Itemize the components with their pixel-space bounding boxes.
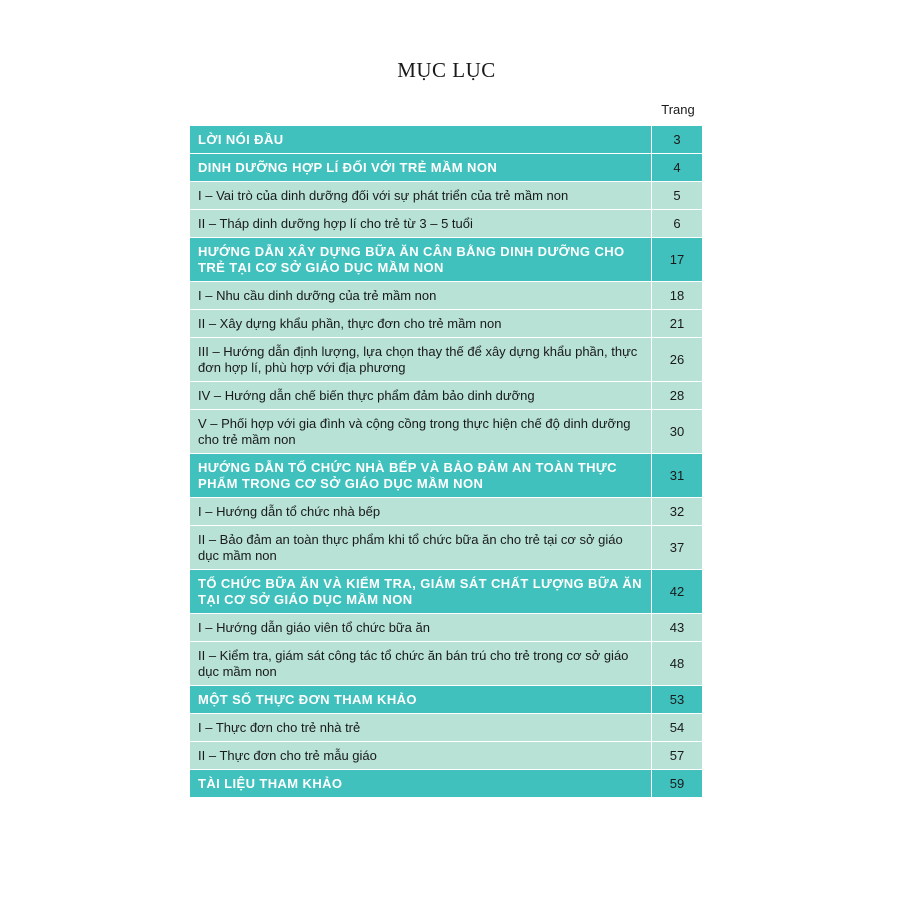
- toc-sub-row[interactable]: [190, 614, 703, 642]
- toc-sub-row[interactable]: [190, 642, 703, 686]
- toc-entry-title: HƯỚNG DẪN XÂY DỰNG BỮA ĂN CÂN BẰNG DINH DƯỠNG CHO TRẺ TẠI CƠ SỞ GIÁO DỤC MẦM NON: [190, 238, 652, 282]
- toc-entry-page: 3: [652, 126, 703, 154]
- toc-entry-title: I – Thực đơn cho trẻ nhà trẻ: [190, 714, 652, 742]
- toc-entry-title: LỜI NÓI ĐẦU: [190, 126, 652, 154]
- toc-heading-row[interactable]: [190, 686, 703, 714]
- toc-heading-row[interactable]: [190, 570, 703, 614]
- toc-entry-page: 4: [652, 154, 703, 182]
- toc-entry-page: 31: [652, 454, 703, 498]
- toc-entry-title: I – Nhu cầu dinh dưỡng của trẻ mầm non: [190, 282, 652, 310]
- toc-heading-row[interactable]: [190, 154, 703, 182]
- toc-entry-page: 32: [652, 498, 703, 526]
- toc-sub-row[interactable]: [190, 182, 703, 210]
- toc-entry-page: 17: [652, 238, 703, 282]
- toc-entry-page: 28: [652, 382, 703, 410]
- toc-sub-row[interactable]: [190, 526, 703, 570]
- toc-entry-page: 57: [652, 742, 703, 770]
- toc-heading-row[interactable]: [190, 238, 703, 282]
- toc-sub-row[interactable]: [190, 714, 703, 742]
- toc-entry-page: 26: [652, 338, 703, 382]
- toc-sub-row[interactable]: [190, 282, 703, 310]
- toc-entry-title: I – Vai trò của dinh dưỡng đối với sự phát triển của trẻ mầm non: [190, 182, 652, 210]
- toc-entry-title: II – Bảo đảm an toàn thực phẩm khi tổ chức bữa ăn cho trẻ tại cơ sở giáo dục mầm non: [190, 526, 652, 570]
- toc-sub-row[interactable]: [190, 382, 703, 410]
- toc-sub-row[interactable]: [190, 338, 703, 382]
- toc-sub-row[interactable]: [190, 210, 703, 238]
- toc-entry-title: I – Hướng dẫn giáo viên tổ chức bữa ăn: [190, 614, 652, 642]
- toc-sub-row[interactable]: [190, 498, 703, 526]
- toc-sub-row[interactable]: [190, 742, 703, 770]
- toc-entry-page: 18: [652, 282, 703, 310]
- toc-entry-page: 5: [652, 182, 703, 210]
- toc-entry-title: I – Hướng dẫn tổ chức nhà bếp: [190, 498, 652, 526]
- toc-table: [189, 125, 703, 798]
- toc-entry-title: II – Tháp dinh dưỡng hợp lí cho trẻ từ 3 – 5 tuổi: [190, 210, 652, 238]
- toc-sub-row[interactable]: [190, 410, 703, 454]
- page-title: MỤC LỤC: [397, 58, 496, 82]
- toc-entry-page: 42: [652, 570, 703, 614]
- toc-entry-title: V – Phối hợp với gia đình và cộng cồng trong thực hiện chế độ dinh dưỡng cho trẻ mầm non: [190, 410, 652, 454]
- toc-entry-title: TỔ CHỨC BỮA ĂN VÀ KIỂM TRA, GIÁM SÁT CHẤT LƯỢNG BỮA ĂN TẠI CƠ SỞ GIÁO DỤC MẦM NON: [190, 570, 652, 614]
- toc-entry-page: 43: [652, 614, 703, 642]
- toc-entry-page: 53: [652, 686, 703, 714]
- toc-sub-row[interactable]: [190, 310, 703, 338]
- toc-heading-row[interactable]: [190, 454, 703, 498]
- toc-entry-page: 54: [652, 714, 703, 742]
- toc-entry-title: DINH DƯỠNG HỢP LÍ ĐỐI VỚI TRẺ MẦM NON: [190, 154, 652, 182]
- page-column-label: Trang: [661, 102, 695, 117]
- toc-entry-page: 48: [652, 642, 703, 686]
- toc-entry-title: II – Thực đơn cho trẻ mẫu giáo: [190, 742, 652, 770]
- toc-entry-title: HƯỚNG DẪN TỔ CHỨC NHÀ BẾP VÀ BẢO ĐẢM AN TOÀN THỰC PHẨM TRONG CƠ SỞ GIÁO DỤC MẦM NON: [190, 454, 652, 498]
- toc-entry-title: III – Hướng dẫn định lượng, lựa chọn thay thế để xây dựng khẩu phần, thực đơn hợp lí, phù hợp với địa phương: [190, 338, 652, 382]
- toc-entry-page: 37: [652, 526, 703, 570]
- toc-entry-page: 21: [652, 310, 703, 338]
- toc-heading-row[interactable]: [190, 770, 703, 798]
- toc-entry-title: IV – Hướng dẫn chế biến thực phẩm đảm bảo dinh dưỡng: [190, 382, 652, 410]
- toc-entry-page: 6: [652, 210, 703, 238]
- toc-entry-page: 30: [652, 410, 703, 454]
- toc-entry-page: 59: [652, 770, 703, 798]
- toc-entry-title: II – Kiểm tra, giám sát công tác tổ chức ăn bán trú cho trẻ trong cơ sở giáo dục mầm non: [190, 642, 652, 686]
- toc-entry-title: MỘT SỐ THỰC ĐƠN THAM KHẢO: [190, 686, 652, 714]
- toc-entry-title: II – Xây dựng khẩu phần, thực đơn cho trẻ mầm non: [190, 310, 652, 338]
- toc-heading-row[interactable]: [190, 126, 703, 154]
- toc-entry-title: TÀI LIỆU THAM KHẢO: [190, 770, 652, 798]
